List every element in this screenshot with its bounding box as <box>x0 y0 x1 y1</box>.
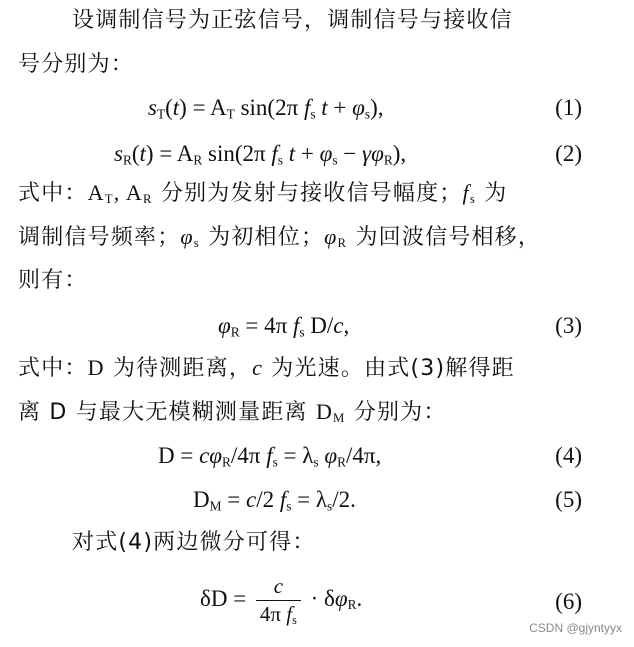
equation-4: $D = c\varphi_R/4\pi$ $f_s = \lambda_s$ $\varphi_R/4\pi$, <box>158 443 382 470</box>
paragraph-2-line-1: 式中：$A_T$, $A_R$ 分别为发射与接收信号幅度；$f_s$ 为 <box>18 180 508 207</box>
paragraph-4-line-1: 对式(4)两边微分可得： <box>72 530 316 555</box>
p3-l2-b: 分别为： <box>353 400 447 425</box>
equation-6-number: (6) <box>555 589 582 614</box>
paragraph-3-line-1: 式中：D 为待测距离，c 为光速。由式(3)解得距 <box>18 355 515 381</box>
equation-6-fraction: $\frac{c}{4\pi f_s}$ <box>256 576 301 625</box>
p2-l1-c: 为 <box>484 181 508 206</box>
equation-1-number: (1) <box>555 95 582 120</box>
p3-l2-a: 离 D 与最大无模糊测量距离 <box>18 400 308 425</box>
equation-2: $s_R(t) = A_R$ sin(2π $f_s$ $t + \varphi_s - \gamma\varphi_R$), <box>114 141 407 168</box>
equation-3: $\varphi_R = 4\pi$ $f_s$ D/c, <box>218 313 350 340</box>
equation-5-number: (5) <box>555 487 582 512</box>
paragraph-3-line-2: 离 D 与最大无模糊测量距离 $D_M$ 分别为： <box>18 399 447 426</box>
equation-2-number: (2) <box>555 141 582 166</box>
paragraph-1-line-2: 号分别为： <box>18 52 135 77</box>
equation-5: $D_M = c/2$ $f_s = \lambda_s/2$. <box>193 487 356 514</box>
equation-3-number: (3) <box>555 313 582 338</box>
p2-l1-b: 分别为发射与接收信号幅度； <box>160 181 463 206</box>
equation-6: δD = $\frac{c}{4\pi f_s}$ · $\delta\varphi_R$. <box>200 574 363 628</box>
watermark: CSDN @gjyntyyx <box>529 621 622 635</box>
equation-4-number: (4) <box>555 443 582 468</box>
equation-1: $s_T(t) = A_T$ sin(2π $f_s$ $t + \varphi_s$), <box>148 95 384 122</box>
p3-l1-c: 为光速。由式(3)解得距 <box>271 356 515 381</box>
paragraph-1-line-1: 设调制信号为正弦信号，调制信号与接收信 <box>72 8 513 33</box>
p2-l2-b: 为初相位； <box>208 225 325 250</box>
p2-l2-c: 为回波信号相移， <box>355 225 542 250</box>
p2-l1-a: 式中： <box>18 181 88 206</box>
paragraph-2-line-3: 则有： <box>18 268 88 293</box>
p3-l1-a: 式中： <box>18 356 88 381</box>
p2-l2-a: 调制信号频率； <box>18 225 181 250</box>
p3-l1-b: 为待测距离， <box>112 356 253 381</box>
paragraph-2-line-2: 调制信号频率；$\varphi_s$ 为初相位；$\varphi_R$ 为回波信号相移， <box>18 224 542 251</box>
